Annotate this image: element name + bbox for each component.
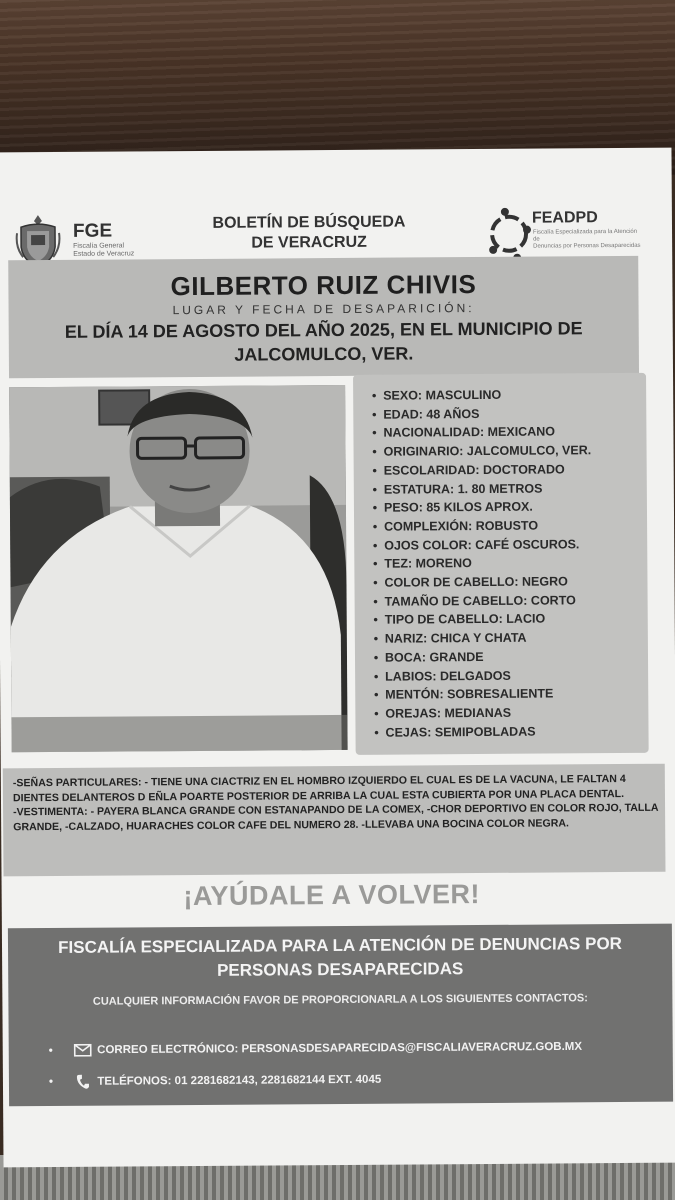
contact-instruction: CUALQUIER INFORMACIÓN FAVOR DE PROPORCIONARLA A LOS SIGUIENTES CONTACTOS: — [92, 992, 588, 1008]
description-item: • EDAD: 48 AÑOS — [365, 404, 591, 424]
place-date-text — [19, 316, 629, 368]
description-item: • BOCA: GRANDE — [367, 647, 593, 667]
physical-description-box — [353, 373, 649, 755]
footer-title — [8, 932, 672, 985]
description-item: • TAMAÑO DE CABELLO: CORTO — [367, 591, 593, 611]
missing-person-bulletin — [0, 148, 675, 1168]
clothing-description: -VESTIMENTA: - PAYERA BLANCA GRANDE CON ESTANAPANDO DE LA COMEX, -CHOR DEPORTIVO EN COLOR ROJO, TALLA GRANDE, -CALZADO, HUARACHES COLOR CAFE DEL NUMERO 28. -LLEVABA UNA BOCINA COLOR NEGRA. — [13, 801, 659, 833]
feadpd-subtitle-line: Denuncias por Personas Desaparecidas — [533, 242, 641, 250]
feadpd-subtitle-line: Fiscalía Especializada para la Atención de — [533, 228, 638, 243]
bullet: • — [48, 1044, 53, 1057]
bulletin-title-line: DE VERACRUZ — [251, 233, 367, 252]
place-date-label: LUGAR Y FECHA DE DESAPARICIÓN: — [172, 301, 475, 318]
description-item: • TIPO DE CABELLO: LACIO — [367, 610, 593, 630]
description-item: • OREJAS: MEDIANAS — [367, 703, 593, 723]
physical-description-list — [365, 385, 593, 742]
description-item: • TEZ: MORENO — [366, 554, 592, 574]
description-item: • PESO: 85 KILOS APROX. — [366, 497, 592, 517]
fge-subtitle-line: Fiscalía General — [73, 242, 125, 250]
description-item: • CEJAS: SEMIPOBLADAS — [367, 722, 593, 742]
phone-text: TELÉFONOS: 01 2281682143, 2281682144 EXT. 4045 — [97, 1073, 382, 1088]
feadpd-subtitle — [533, 229, 643, 251]
contact-footer — [8, 924, 673, 1107]
email-contact — [49, 1040, 582, 1057]
phone-contact — [49, 1072, 381, 1090]
bulletin-title — [189, 212, 429, 254]
person-photo — [9, 385, 348, 752]
footer-title-line: PERSONAS DESAPARECIDAS — [216, 959, 464, 980]
bulletin-title-line: BOLETÍN DE BÚSQUEDA — [212, 213, 406, 232]
envelope-icon — [72, 1044, 94, 1057]
place-date-line: EL DÍA 14 DE AGOSTO DEL AÑO 2025, EN EL MUNICIPIO DE — [64, 318, 583, 342]
description-item: • NARIZ: CHICA Y CHATA — [367, 628, 593, 648]
description-item: • COLOR DE CABELLO: NEGRO — [366, 572, 592, 592]
description-item: • LABIOS: DELGADOS — [367, 666, 593, 686]
distinguishing-marks: -SEÑAS PARTICULARES: - TIENE UNA CIACTRIZ EN EL HOMBRO IZQUIERDO EL CUAL ES DE LA VACUNA, LE FALTAN 4 DIENTES DELANTEROS D EÑLA POARTE POSTERIOR DE ARRIBA LA CUAL ESTA CUBIERTA POR UNA PLACA DENTAL. — [12, 772, 626, 804]
description-item: • COMPLEXIÓN: ROBUSTO — [366, 516, 592, 536]
description-item: • NACIONALIDAD: MEXICANO — [365, 423, 591, 443]
description-item: • ORIGINARIO: JALCOMULCO, VER. — [366, 441, 592, 461]
place-date-line: JALCOMULCO, VER. — [234, 343, 414, 365]
description-item: • SEXO: MASCULINO — [365, 385, 591, 405]
help-slogan: ¡AYÚDALE A VOLVER! — [183, 879, 481, 912]
distinguishing-marks-text — [13, 772, 659, 835]
fge-logo-text: FGE — [72, 220, 113, 242]
footer-title-line: FISCALÍA ESPECIALIZADA PARA LA ATENCIÓN DE DENUNCIAS POR — [58, 934, 622, 957]
feadpd-logo-text: FEADPD — [531, 209, 598, 227]
person-name: GILBERTO RUIZ CHIVIS — [170, 269, 477, 302]
fge-subtitle-line: Estado de Veracruz — [73, 250, 135, 258]
email-text: CORREO ELECTRÓNICO: PERSONASDESAPARECIDAS@FISCALIAVERACRUZ.GOB.MX — [97, 1040, 583, 1057]
distinguishing-marks-box — [3, 764, 666, 877]
description-item: • MENTÓN: SOBRESALIENTE — [367, 684, 593, 704]
bullet: • — [48, 1076, 54, 1089]
description-item: • ESTATURA: 1. 80 METROS — [366, 479, 592, 499]
description-item: • ESCOLARIDAD: DOCTORADO — [366, 460, 592, 480]
person-name-banner — [8, 256, 639, 378]
description-item: • OJOS COLOR: CAFÉ OSCUROS. — [366, 535, 592, 555]
fge-subtitle — [73, 242, 153, 259]
phone-icon — [72, 1074, 94, 1090]
